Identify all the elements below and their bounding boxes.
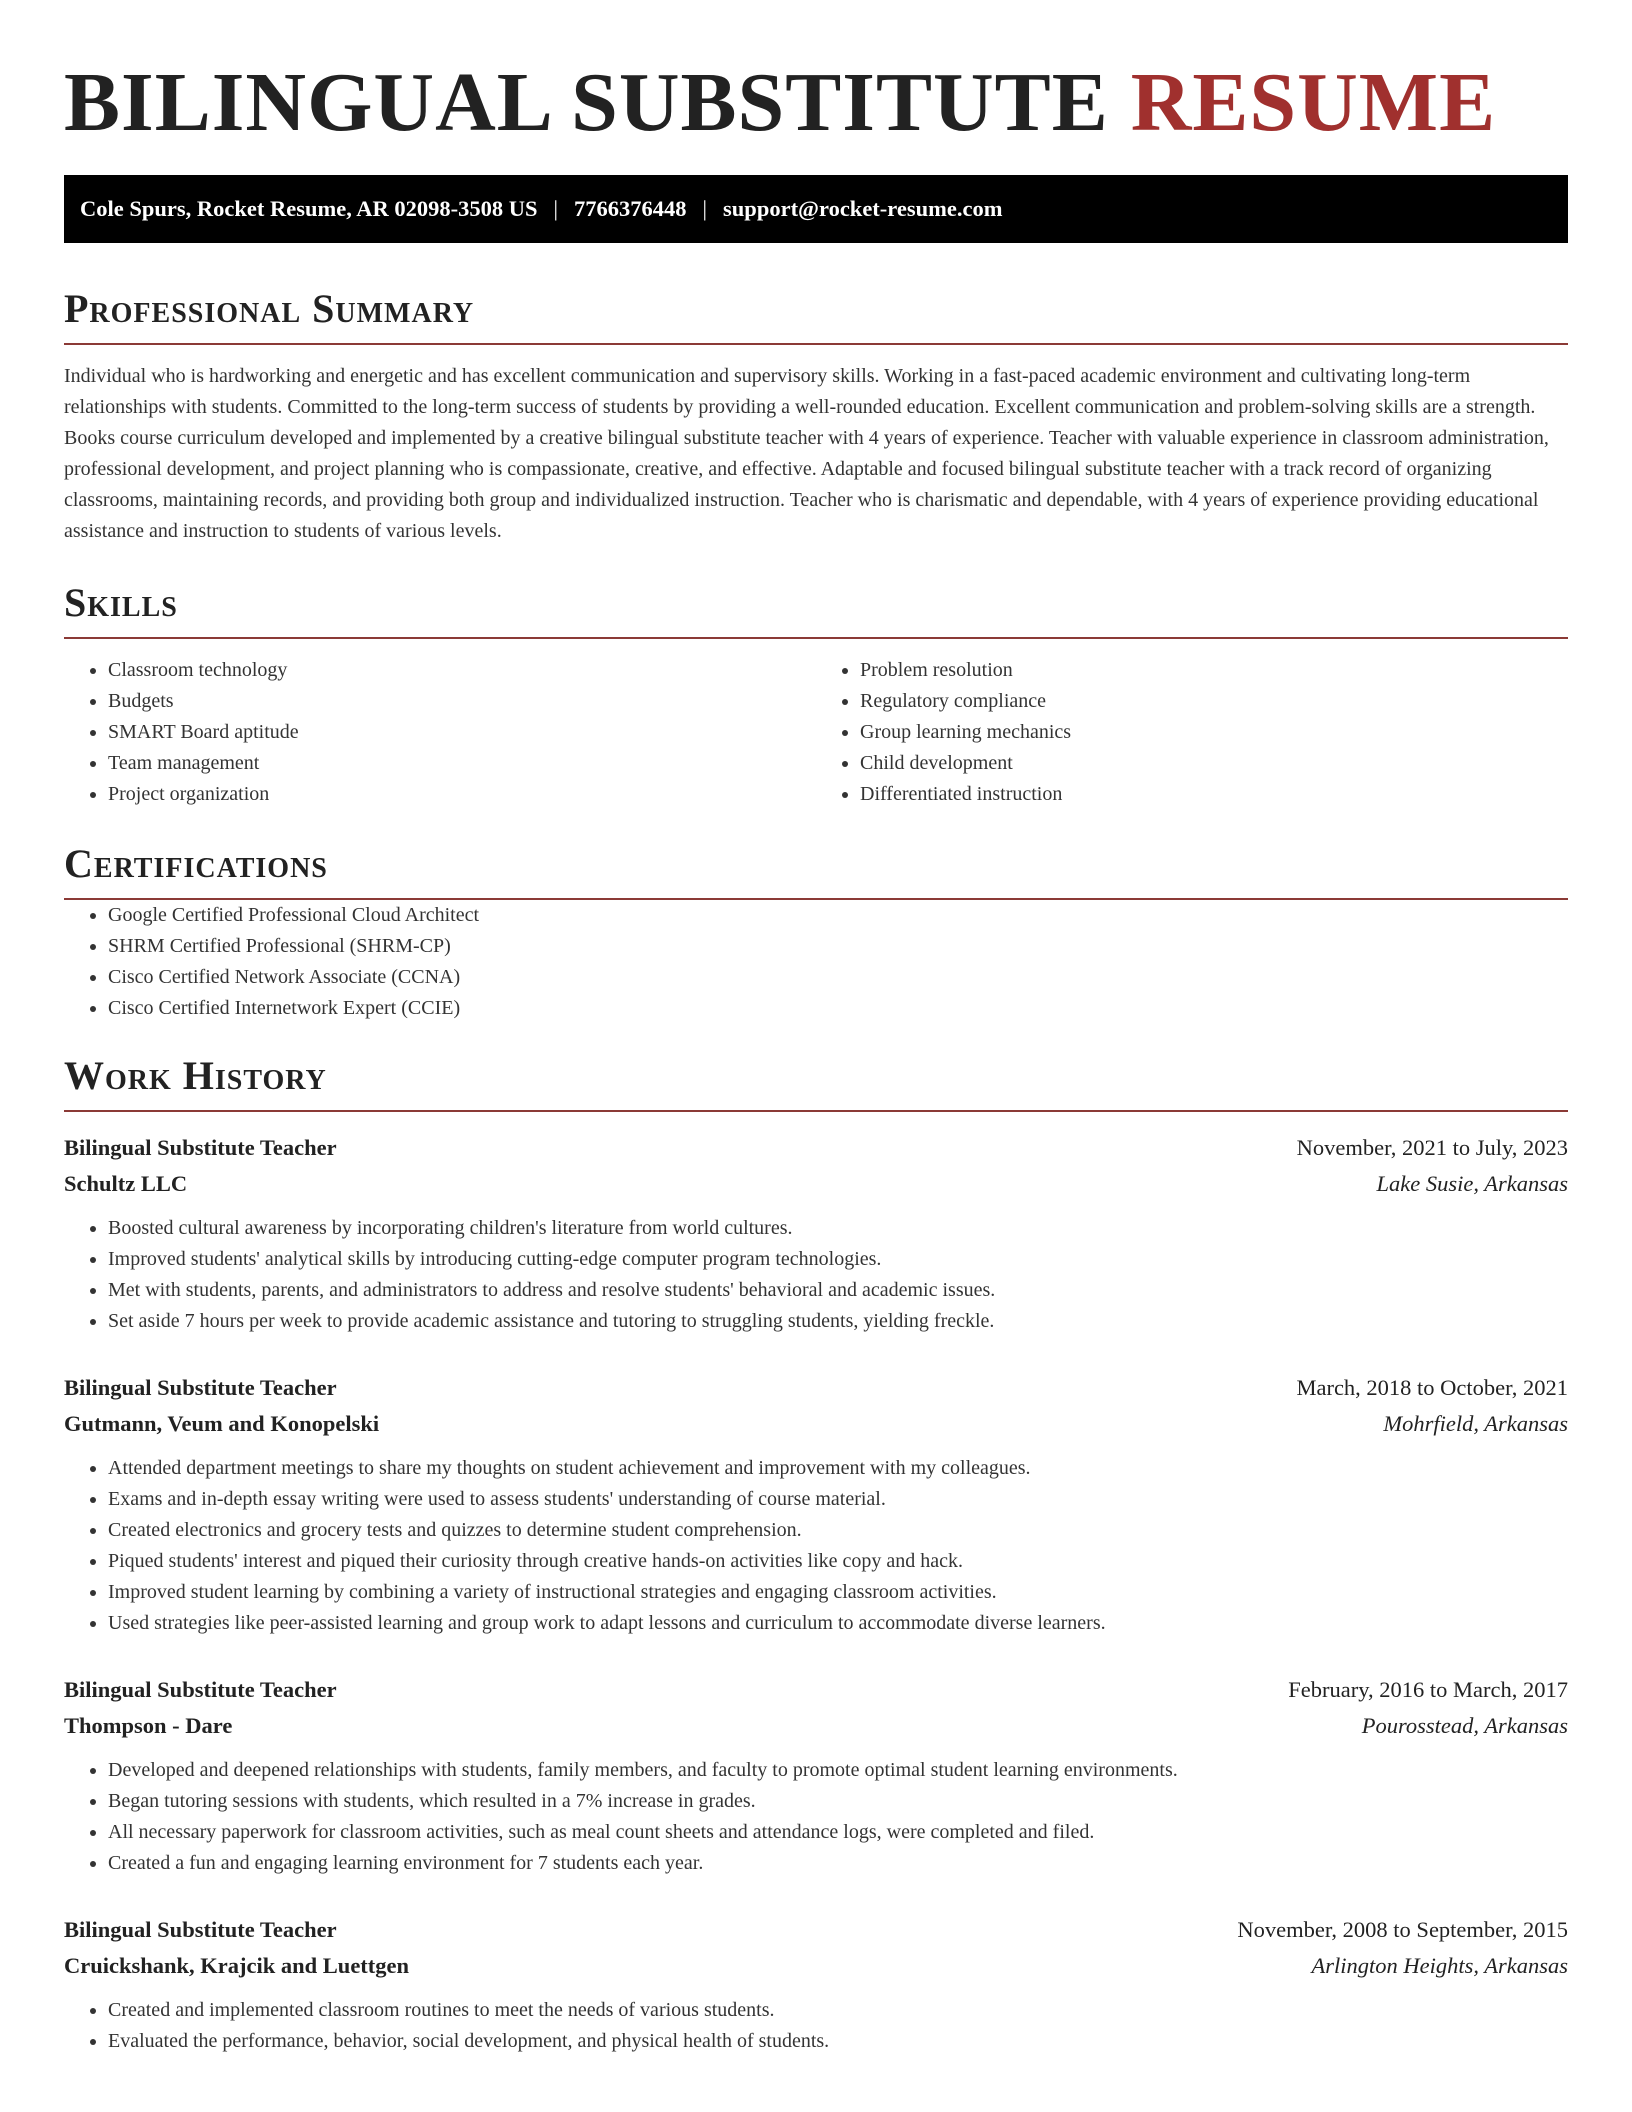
- resume-title: [64, 0, 1568, 148]
- skill-item: • Problem resolution: [860, 655, 1568, 686]
- job-title: Bilingual Substitute Teacher: [64, 1917, 337, 1942]
- job-title: Bilingual Substitute Teacher: [64, 1677, 337, 1702]
- skills-list-left: [64, 655, 816, 810]
- job-company-row: [64, 1708, 1568, 1744]
- job-company: Gutmann, Veum and Konopelski: [64, 1411, 380, 1436]
- section-heading-certifications: Certifications: [64, 840, 1568, 900]
- skill-item: • Child development: [860, 748, 1568, 779]
- contact-bar: [64, 175, 1568, 243]
- certifications-list: [64, 900, 1568, 1024]
- job-bullet: • Piqued students' interest and piqued their curiosity through creative hands-on activities like copy and hack.: [108, 1546, 1568, 1577]
- work-history-section: [64, 1052, 1568, 2057]
- job-header-row: [64, 1672, 1568, 1708]
- section-heading-work-history: Work History: [64, 1052, 1568, 1112]
- job-bullets: [64, 1213, 1568, 1337]
- section-heading-skills: Skills: [64, 579, 1568, 639]
- skill-item: • Group learning mechanics: [860, 717, 1568, 748]
- job-company-row: [64, 1406, 1568, 1442]
- title-main: BILINGUAL SUBSTITUTE: [64, 56, 1109, 149]
- job-bullet: • All necessary paperwork for classroom activities, such as meal count sheets and attendance logs, were completed and filed.: [108, 1817, 1568, 1848]
- certification-item: • SHRM Certified Professional (SHRM-CP): [108, 931, 1568, 962]
- job-bullet: • Set aside 7 hours per week to provide academic assistance and tutoring to struggling students, yielding freckle.: [108, 1306, 1568, 1337]
- skill-item: • SMART Board aptitude: [108, 717, 816, 748]
- skill-item: • Team management: [108, 748, 816, 779]
- section-heading-summary: Professional Summary: [64, 285, 1568, 345]
- contact-phone: 7766376448: [574, 196, 687, 221]
- job-location: Lake Susie, Arkansas: [1376, 1171, 1568, 1196]
- skill-item: • Budgets: [108, 686, 816, 717]
- job-bullet: • Improved students' analytical skills by introducing cutting-edge computer program technologies.: [108, 1244, 1568, 1275]
- job-dates: November, 2008 to September, 2015: [1237, 1917, 1568, 1942]
- skill-item: • Project organization: [108, 779, 816, 810]
- certification-item: • Google Certified Professional Cloud Architect: [108, 900, 1568, 931]
- job-dates: March, 2018 to October, 2021: [1296, 1375, 1568, 1400]
- job-bullet: • Evaluated the performance, behavior, social development, and physical health of students.: [108, 2026, 1568, 2057]
- job-dates: November, 2021 to July, 2023: [1296, 1135, 1568, 1160]
- job-bullet: • Developed and deepened relationships with students, family members, and faculty to promote optimal student learning environments.: [108, 1755, 1568, 1786]
- contact-address: Cole Spurs, Rocket Resume, AR 02098-3508 US: [80, 196, 538, 221]
- job-entry: [64, 1912, 1568, 2057]
- job-location: Pourosstead, Arkansas: [1361, 1713, 1568, 1738]
- summary-section: [64, 285, 1568, 547]
- job-bullet: • Attended department meetings to share my thoughts on student achievement and improvement with my colleagues.: [108, 1453, 1568, 1484]
- job-header-row: [64, 1130, 1568, 1166]
- job-location: Arlington Heights, Arkansas: [1311, 1953, 1568, 1978]
- job-company: Thompson - Dare: [64, 1713, 233, 1738]
- job-company: Schultz LLC: [64, 1171, 188, 1196]
- job-title: Bilingual Substitute Teacher: [64, 1135, 337, 1160]
- job-title: Bilingual Substitute Teacher: [64, 1375, 337, 1400]
- job-bullet: • Improved student learning by combining a variety of instructional strategies and engaging classroom activities.: [108, 1577, 1568, 1608]
- skills-section: [64, 579, 1568, 810]
- contact-separator: |: [553, 196, 559, 221]
- job-company-row: [64, 1166, 1568, 1202]
- skill-item: • Regulatory compliance: [860, 686, 1568, 717]
- job-location: Mohrfield, Arkansas: [1383, 1411, 1568, 1436]
- job-bullet: • Exams and in-depth essay writing were used to assess students' understanding of course material.: [108, 1484, 1568, 1515]
- job-bullet: • Began tutoring sessions with students, which resulted in a 7% increase in grades.: [108, 1786, 1568, 1817]
- job-bullet: • Created electronics and grocery tests and quizzes to determine student comprehension.: [108, 1515, 1568, 1546]
- summary-text: Individual who is hardworking and energetic and has excellent communication and supervisory skills. Working in a fast-paced academic environment and cultivating long-term relationships with students. Committed to the long-term success of students by providing a well-rounded education. Excellent communication and problem-solving skills are a strength. Books course curriculum developed and implemented by a creative bilingual substitute teacher with 4 years of experience. Teacher with valuable experience in classroom administration, professional development, and project planning who is compassionate, creative, and effective. Adaptable and focused bilingual substitute teacher with a track record of organizing classrooms, maintaining records, and providing both group and individualized instruction. Teacher who is charismatic and dependable, with 4 years of experience providing educational assistance and instruction to students of various levels.: [64, 365, 1549, 542]
- job-bullet: • Created and implemented classroom routines to meet the needs of various students.: [108, 1995, 1568, 2026]
- job-bullets: [64, 1995, 1568, 2057]
- job-bullets: [64, 1755, 1568, 1879]
- skill-item: • Differentiated instruction: [860, 779, 1568, 810]
- job-entry: [64, 1370, 1568, 1639]
- skills-list-right: [816, 655, 1568, 810]
- job-bullet: • Boosted cultural awareness by incorporating children's literature from world cultures.: [108, 1213, 1568, 1244]
- skills-grid: [64, 655, 1568, 810]
- title-accent: RESUME: [1130, 56, 1497, 149]
- job-bullet: • Created a fun and engaging learning environment for 7 students each year.: [108, 1848, 1568, 1879]
- job-company: Cruickshank, Krajcik and Luettgen: [64, 1953, 410, 1978]
- job-bullets: [64, 1453, 1568, 1639]
- contact-separator: |: [702, 196, 708, 221]
- job-bullet: • Used strategies like peer-assisted learning and group work to adapt lessons and curriculum to accommodate diverse learners.: [108, 1608, 1568, 1639]
- skill-item: • Classroom technology: [108, 655, 816, 686]
- job-dates: February, 2016 to March, 2017: [1288, 1677, 1568, 1702]
- certification-item: • Cisco Certified Internetwork Expert (CCIE): [108, 993, 1568, 1024]
- job-entry: [64, 1130, 1568, 1337]
- certifications-section: [64, 840, 1568, 1024]
- contact-email: support@rocket-resume.com: [723, 196, 1003, 221]
- job-header-row: [64, 1370, 1568, 1406]
- certification-item: • Cisco Certified Network Associate (CCNA): [108, 962, 1568, 993]
- job-header-row: [64, 1912, 1568, 1948]
- job-entry: [64, 1672, 1568, 1879]
- job-bullet: • Met with students, parents, and administrators to address and resolve students' behavioral and academic issues.: [108, 1275, 1568, 1306]
- job-company-row: [64, 1948, 1568, 1984]
